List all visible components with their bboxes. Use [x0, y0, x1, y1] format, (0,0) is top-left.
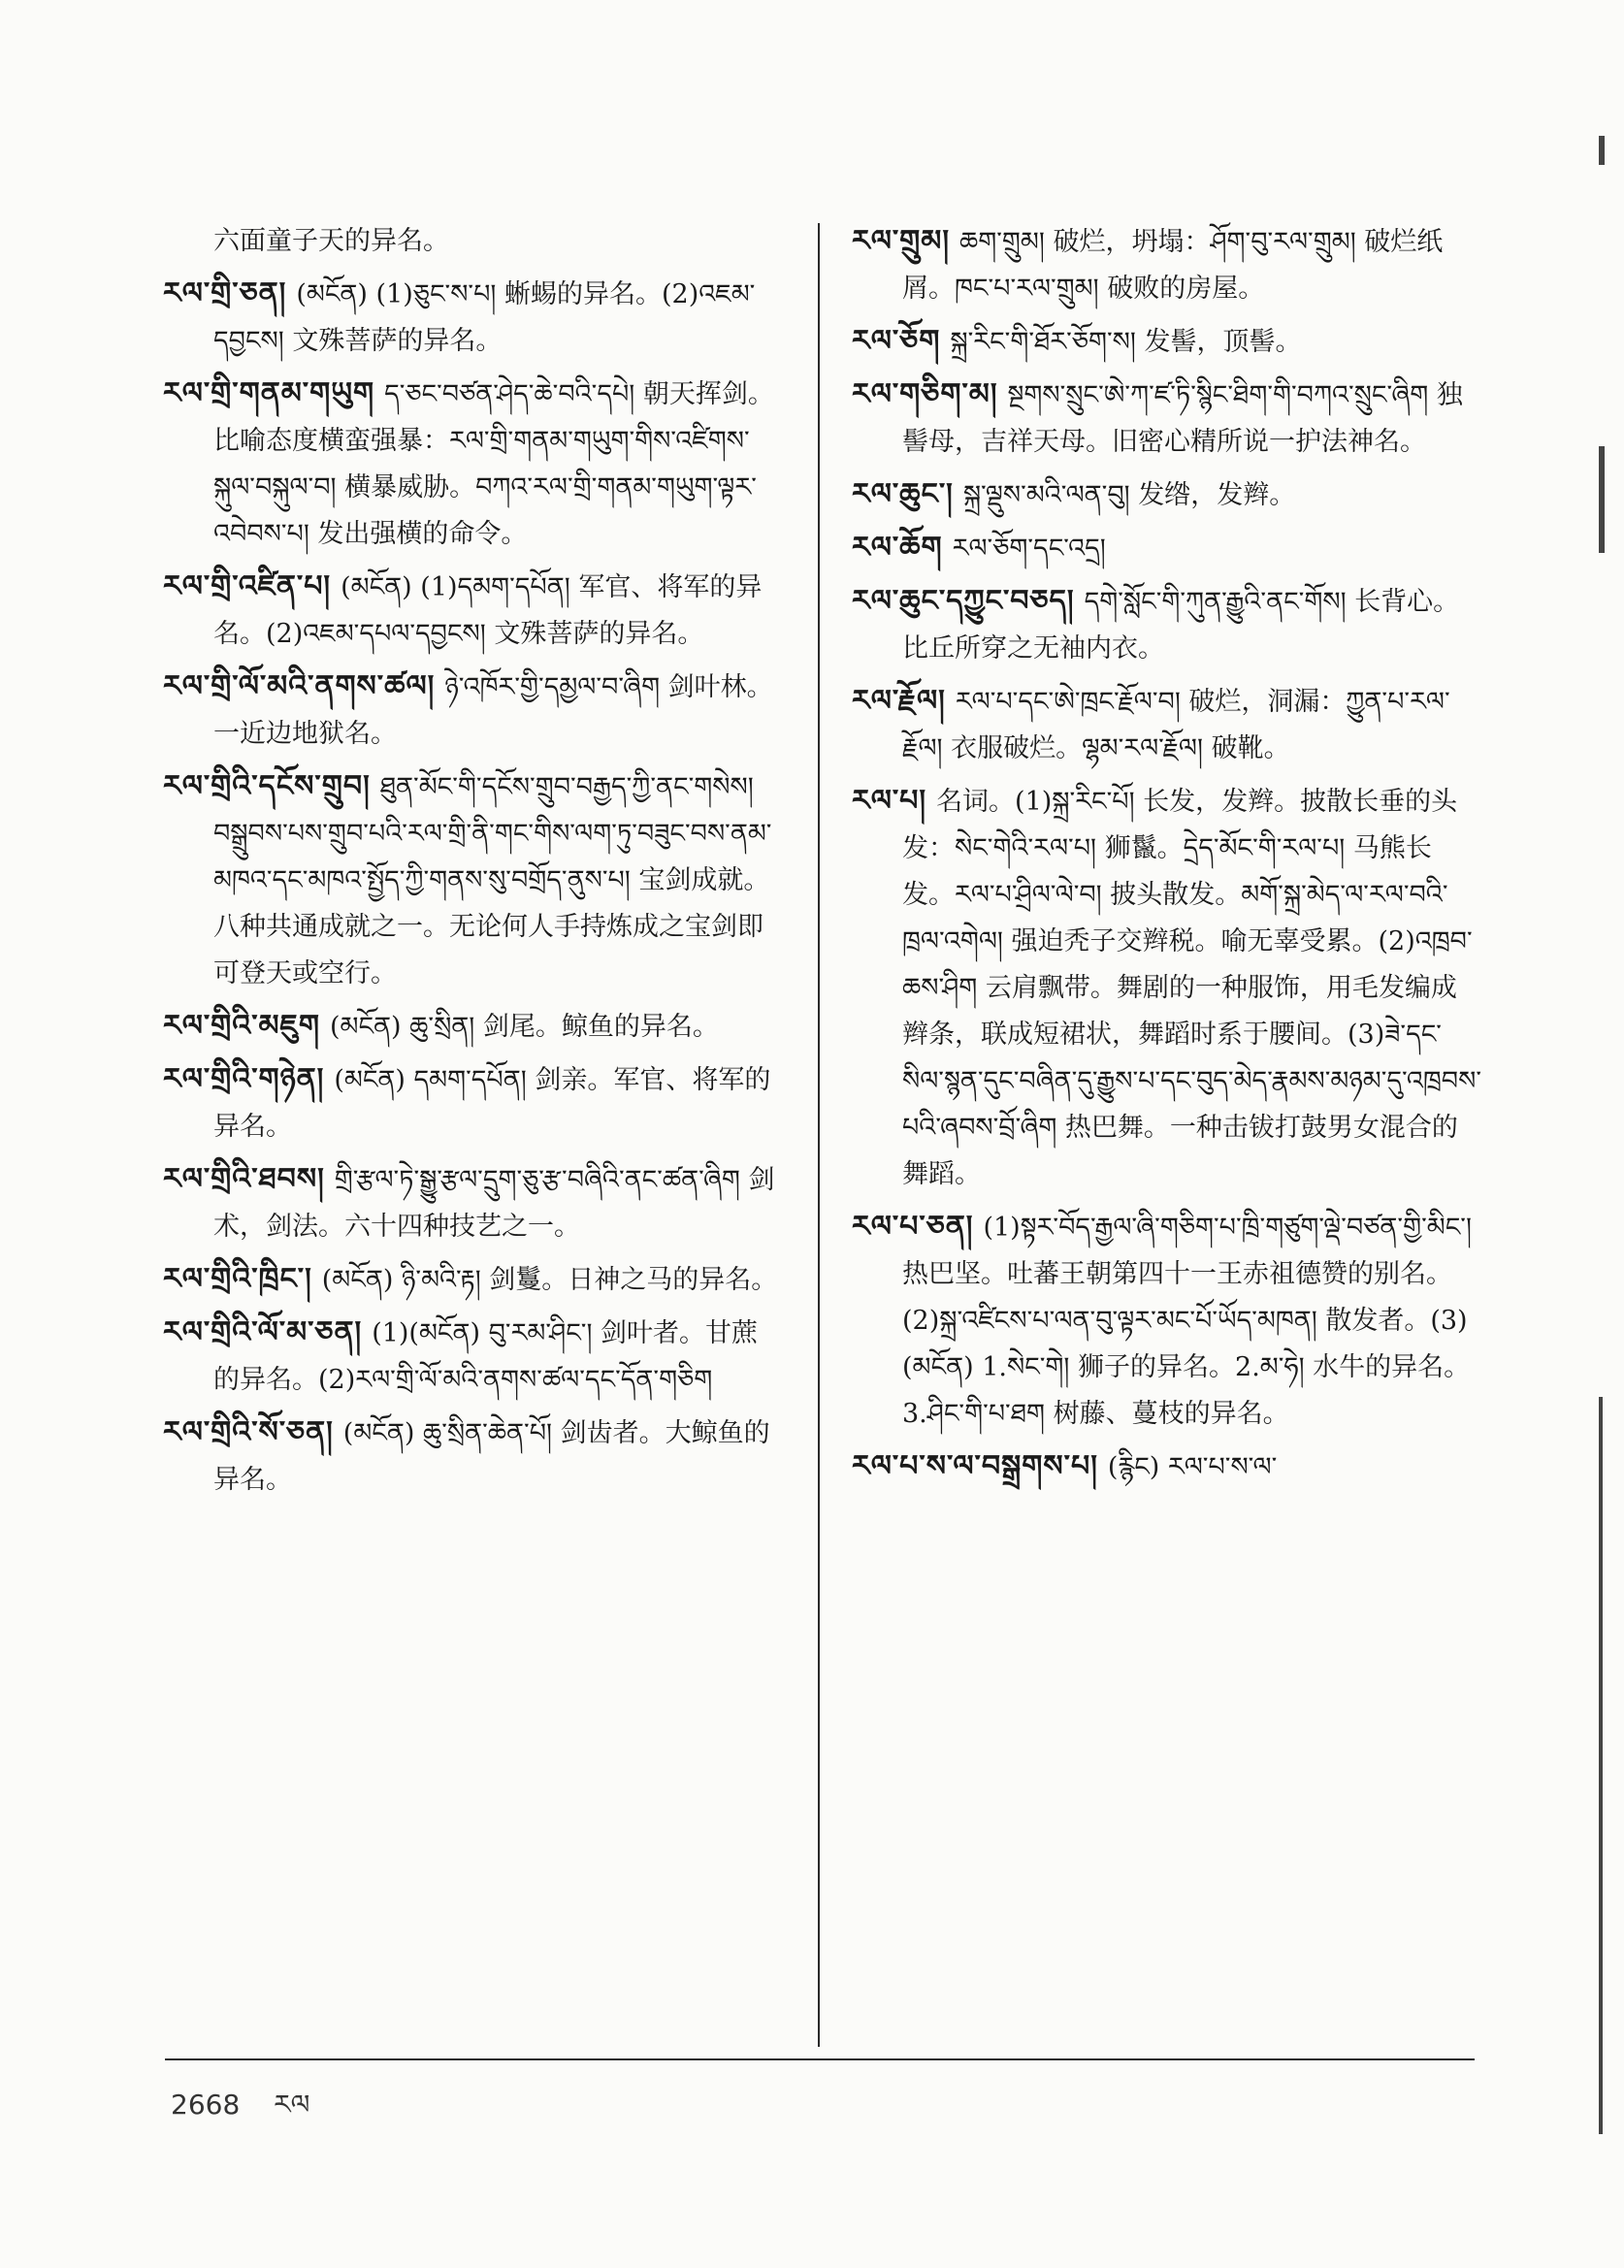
dictionary-entry	[852, 1443, 1482, 1491]
dictionary-entry	[163, 1056, 784, 1150]
footer-rule	[165, 2058, 1475, 2060]
entry-headword: རལ་རྗོལ།	[852, 684, 946, 718]
dictionary-entry	[852, 1204, 1482, 1438]
entry-headword: རལ་ཆུང་།	[852, 477, 954, 511]
entry-definition: 六面童子天的异名。	[213, 226, 449, 256]
entry-definition: (མངོན) (1)དམག་དཔོན། 军官、将军的异名。(2)འཇམ་དཔལ་དབྱངས། 文殊菩萨的异名。	[213, 572, 763, 649]
entry-definition: (མངོན) ཉི་མའི་རྟ། 剑鬘。日神之马的异名。	[321, 1265, 778, 1295]
entry-headword: རལ་ཆོག	[852, 531, 943, 565]
dictionary-entry	[852, 525, 1482, 572]
entry-definition: 名词。(1)སྐྲ་རིང་པོ། 长发，发辫。披散长垂的头发：སེང་གེའི་རལ་པ། 狮鬣。དྲེད་མོང་གི་རལ་པ། 马熊长发。རལ་པ་ཤྲིལ་ལེ་བ། 披头散发。མགོ་སྐྲ་མེད་ལ་རལ་བའི་ཁྲལ་འགེལ། 强迫秃子交辫税。喻无辜受累。(2)འཁྲབ་ཆས་ཤིག 云肩飘带。舞剧的一种服饰，用毛发编成辫条，联成短裙状，舞蹈时系于腰间。(3)ཟེ་དང་སིལ་སྙན་དུང་བཞིན་དུ་རྒྱུས་པ་དང་བུད་མེད་རྣམས་མཉམ་དུ་འཁྲབས་པའི་ཞབས་བྲོ་ཞིག 热巴舞。一种击钹打鼓男女混合的舞蹈。	[902, 787, 1481, 1189]
entry-headword: རལ་པ།	[852, 784, 927, 818]
dictionary-entry	[852, 318, 1482, 366]
dictionary-entry	[163, 1256, 784, 1304]
dictionary-entry	[163, 1156, 784, 1250]
scan-edge-marks	[1599, 136, 1607, 2192]
column-divider	[818, 223, 820, 2047]
entry-definition: (རྙིང) རལ་པ་ས་ལ་	[1107, 1452, 1278, 1482]
entry-definition: (མངོན) དམག་དཔོན། 剑亲。军官、将军的异名。	[213, 1065, 771, 1142]
entry-headword: རལ་གྲིའི་སོ་ཅན།	[163, 1415, 334, 1449]
entry-headword: རལ་གཅིག་མ།	[852, 377, 998, 411]
dictionary-entry	[852, 218, 1482, 312]
entry-definition: ད་ཅང་བཙན་ཤེད་ཆེ་བའི་དཔེ། 朝天挥剑。比喻态度横蛮强暴：རལ་གྲི་གནམ་གཡུག་གིས་འཛིགས་སྐུལ་བསྐུལ་བ། 横暴威胁。བཀའ་རལ་གྲི་གནམ་གཡུག་ལྟར་འབེབས་པ། 发出强横的命令。	[213, 379, 774, 549]
entry-headword: རལ་གྲིའི་ལོ་མ་ཅན།	[163, 1315, 363, 1349]
entry-headword: རལ་གྲིའི་དངོས་གྲུབ།	[163, 769, 371, 803]
entry-definition: དགེ་སློང་གི་ཀུན་རྒྱུའི་ནང་གོས། 长背心。比丘所穿之无袖内衣。	[902, 587, 1460, 664]
dictionary-entry	[163, 1409, 784, 1504]
entry-definition: སྔགས་སྲུང་ཨེ་ཀ་ཛ་ཏི་སྙིང་ཐིག་གི་བཀའ་སྲུང་ཞིག 独髻母，吉祥天母。旧密心精所说一护法神名。	[902, 380, 1463, 457]
page-number: 2668	[171, 2089, 241, 2121]
running-head: རལ	[274, 2089, 310, 2121]
entry-headword: རལ་གྲི་ལོ་མའི་ནགས་ཚལ།	[163, 669, 436, 703]
entry-definition: ཐུན་མོང་གི་དངོས་གྲུབ་བརྒྱད་ཀྱི་ནང་གསེས། བསྒྲུབས་པས་གྲུབ་པའི་རལ་གྲི་ནི་གང་གིས་ལག་ཏུ་བཟུང་བས་ནམ་མཁའ་དང་མཁའ་སྤྱོད་ཀྱི་གནས་སུ་བགྲོད་ནུས་པ། 宝剑成就。八种共通成就之一。无论何人手持炼成之宝剑即可登天或空行。	[213, 772, 772, 988]
entry-definition: སྐྲ་རིང་གི་ཐོར་ཅོག་ས། 发髻，顶髻。	[950, 327, 1302, 357]
entry-headword: རལ་གྲི་འཛིན་པ།	[163, 569, 332, 603]
entry-headword: རལ་གྲིའི་གཉེན།	[163, 1062, 325, 1096]
entry-headword: རལ་པ་ས་ལ་བསྒྲགས་པ།	[852, 1449, 1098, 1483]
dictionary-entry	[163, 664, 784, 758]
entry-definition: ཉེ་འཁོར་གྱི་དམྱལ་བ་ཞིག 剑叶林。一近边地狱名。	[213, 672, 773, 749]
dictionary-entry	[163, 218, 784, 265]
dictionary-entry	[852, 678, 1482, 772]
dictionary-entry	[163, 1003, 784, 1051]
dictionary-entry	[852, 471, 1482, 519]
dictionary-entry	[163, 271, 784, 365]
entry-definition: གྲི་རྩལ་ཏེ་སྒྱུ་རྩལ་དྲུག་ཅུ་རྩ་བཞིའི་ནང་ཚན་ཞིག 剑术，剑法。六十四种技艺之一。	[213, 1165, 775, 1242]
right-column	[852, 218, 1482, 1497]
entry-definition: (མངོན) ཆུ་སྲིན། 剑尾。鲸鱼的异名。	[329, 1012, 719, 1042]
entry-definition: (1)(མངོན) བུ་རམ་ཤིང་། 剑叶者。甘蔗的异名。(2)རལ་གྲི་ལོ་མའི་ནགས་ཚལ་དང་དོན་གཅིག	[213, 1318, 759, 1395]
entry-headword: རལ་གྲིའི་མཇུག	[163, 1009, 320, 1043]
left-column	[163, 218, 784, 1509]
entry-headword: རལ་ཆུང་དཀྱུང་བཅད།	[852, 584, 1075, 618]
entry-definition: ཆག་གྲུམ། 破烂，坍塌：ཤོག་བུ་རལ་གྲུམ། 破烂纸屑。ཁང་པ་རལ་གྲུམ། 破败的房屋。	[902, 227, 1444, 304]
entry-definition: (མངོན) (1)ཅུང་ས་པ། 蜥蜴的异名。(2)འཇམ་དབྱངས། 文殊菩萨的异名。	[213, 279, 756, 356]
dictionary-entry	[163, 1310, 784, 1404]
dictionary-entry	[163, 564, 784, 658]
entry-headword: རལ་གྲི་གནམ་གཡུག	[163, 376, 375, 410]
entry-headword: རལ་གྲིའི་ཁྲིང་།	[163, 1262, 312, 1296]
dictionary-entry	[852, 578, 1482, 672]
entry-headword: རལ་གྲི་ཅན།	[163, 276, 287, 310]
dictionary-entry	[852, 778, 1482, 1198]
entry-definition: (མངོན) ཆུ་སྲིན་ཆེན་པོ། 剑齿者。大鲸鱼的异名。	[213, 1418, 770, 1495]
entry-headword: རལ་གྲིའི་ཐབས།	[163, 1162, 325, 1196]
entry-definition: སྐྲ་ལྡུས་མའི་ལན་བུ། 发绺，发辫。	[962, 480, 1296, 510]
entry-definition: རལ་ཅོག་དང་འདྲ།	[952, 534, 1106, 564]
dictionary-entry	[163, 371, 784, 558]
dictionary-entry	[163, 763, 784, 997]
entry-definition: རལ་པ་དང་ཨེ་ཁྲང་རྗོལ་བ། 破烂，洞漏：ཀྱུན་པ་རལ་རྗོལ། 衣服破烂。ལྷམ་རལ་རྗོལ། 破靴。	[902, 687, 1450, 763]
entry-definition: (1)སྟར་བོད་རྒྱལ་ཞི་གཅིག་པ་ཁྲི་གཙུག་ལྡེ་བཙན་གྱི་མིང་། 热巴坚。吐蕃王朝第四十一王赤祖德赞的别名。(2)སྐྲ་འཛིངས་པ་ལན་བུ་ལྟར་མང་པོ་ཡོད་མཁན། 散发者。(3)(མངོན) 1.སེང་གེ། 狮子的异名。2.མ་ཧེ། 水牛的异名。3.ཤིང་གི་པ་ཐག 树藤、蔓枝的异名。	[902, 1213, 1472, 1429]
entry-headword: རལ་པ་ཅན།	[852, 1210, 974, 1244]
page-footer	[171, 2074, 335, 2151]
entry-headword: རལ་ཅོག	[852, 324, 941, 358]
entry-headword: རལ་གྲུམ།	[852, 224, 951, 258]
dictionary-entry	[852, 372, 1482, 466]
